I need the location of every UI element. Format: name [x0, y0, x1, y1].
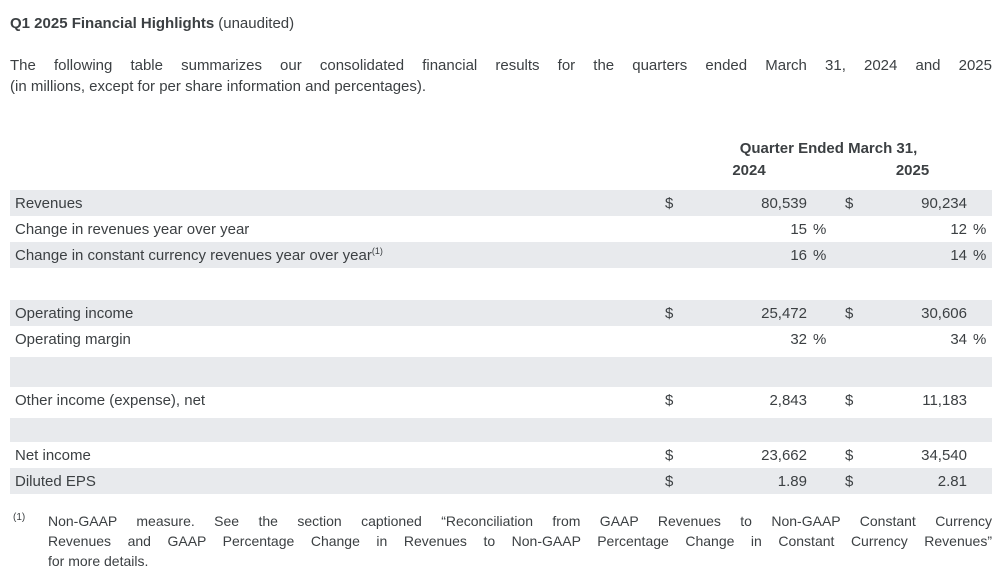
footnote-marker: (1)	[13, 512, 26, 523]
footnote	[10, 511, 992, 571]
footnote-line-2: Revenues and GAAP Percentage Change in Revenues to Non-GAAP Percentage Change in Constant Currency Revenues”	[48, 533, 992, 549]
row-label: Operating income	[15, 304, 134, 322]
footnote-text	[48, 511, 992, 571]
table-row-constant-currency-revenue-change	[10, 242, 992, 268]
blank-spacer-row	[10, 268, 992, 300]
value-2024: 2,843	[769, 391, 807, 409]
row-label: Revenues	[15, 194, 83, 212]
row-label: Diluted EPS	[15, 472, 96, 490]
dollar-sign-2024: $	[665, 304, 674, 322]
table-row-operating-margin	[10, 326, 992, 352]
percent-sign-2025: %	[973, 246, 987, 264]
row-label: Change in constant currency revenues year over year$^{(1)}$	[15, 245, 383, 264]
table-row-diluted-eps	[10, 468, 992, 494]
table-header-years-row	[10, 160, 992, 181]
table-row-revenues	[10, 190, 992, 216]
value-2025: 2.81	[937, 472, 967, 490]
footnote-ref: (1)	[371, 245, 383, 256]
page-title	[10, 13, 992, 34]
value-2025: 34	[950, 330, 967, 348]
value-2025: 14	[950, 246, 967, 264]
table-row-net-income	[10, 442, 992, 468]
table-row-operating-income	[10, 300, 992, 326]
percent-sign-2024: %	[813, 220, 827, 238]
table-row-other-income	[10, 387, 992, 413]
dollar-sign-2025: $	[845, 391, 854, 409]
percent-sign-2024: %	[813, 330, 827, 348]
dollar-sign-2025: $	[845, 472, 854, 490]
value-2025: 34,540	[921, 446, 967, 464]
value-2024: 32	[790, 330, 807, 348]
value-2024: 1.89	[777, 472, 807, 490]
value-2024: 80,539	[761, 194, 807, 212]
dollar-sign-2025: $	[845, 446, 854, 464]
financial-results-table	[10, 138, 992, 494]
dollar-sign-2024: $	[665, 446, 674, 464]
row-label: Change in revenues year over year	[15, 220, 250, 238]
percent-sign-2024: %	[813, 246, 827, 264]
value-2025: 90,234	[921, 194, 967, 212]
intro-line-1: The following table summarizes our consolidated financial results for the quarters ended March 31, 2024 and 2025	[10, 57, 992, 74]
dollar-sign-2024: $	[665, 194, 674, 212]
footnote-line-1: Non-GAAP measure. See the section captioned “Reconciliation from GAAP Revenues to Non-GAAP Constant Currency	[48, 513, 992, 529]
value-2024: 25,472	[761, 304, 807, 322]
dollar-sign-2024: $	[665, 391, 674, 409]
percent-sign-2025: %	[973, 220, 987, 238]
footnote-line-3: for more details.	[48, 553, 149, 569]
percent-sign-2025: %	[973, 330, 987, 348]
row-label: Operating margin	[15, 330, 131, 348]
blank-spacer-row-shaded	[10, 418, 992, 442]
value-2025: 30,606	[921, 304, 967, 322]
row-label: Other income (expense), net	[15, 391, 206, 409]
dollar-sign-2024: $	[665, 472, 674, 490]
value-2024: 23,662	[761, 446, 807, 464]
value-2024: 15	[790, 220, 807, 238]
title-unaudited-text: (unaudited)	[218, 15, 295, 32]
dollar-sign-2025: $	[845, 194, 854, 212]
intro-paragraph	[10, 55, 992, 97]
column-header-2025: 2025	[895, 162, 930, 179]
dollar-sign-2025: $	[845, 304, 854, 322]
value-2025: 12	[950, 220, 967, 238]
column-header-2024: 2024	[732, 162, 766, 179]
table-row-revenue-change	[10, 216, 992, 242]
quarter-ended-header: Quarter Ended March 31,	[739, 140, 918, 157]
blank-spacer-row-shaded	[10, 357, 992, 387]
title-bold-text: Q1 2025 Financial Highlights	[10, 15, 215, 32]
value-2025: 11,183	[922, 391, 967, 409]
value-2024: 16	[790, 246, 807, 264]
intro-line-2: (in millions, except for per share information and percentages).	[10, 78, 427, 95]
table-body	[10, 190, 992, 494]
row-label: Net income	[15, 446, 91, 464]
table-header-group-row	[10, 138, 992, 159]
